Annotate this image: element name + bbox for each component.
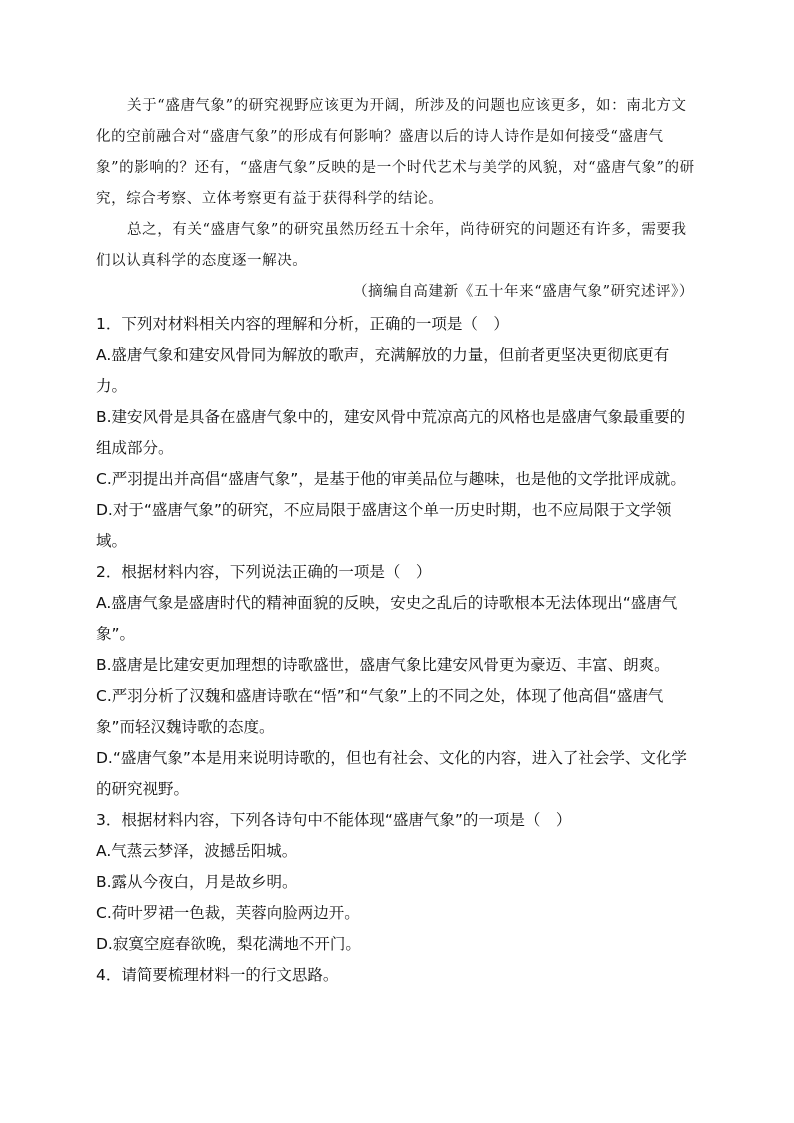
- question-4-stem: 4．请简要梳理材料一的行文思路。: [96, 966, 339, 984]
- question-1-option-a: A.盛唐气象和建安风骨同为解放的歌声，充满解放的力量，但前者更坚决更彻底更有力。: [96, 346, 670, 395]
- passage-source: （摘编自高建新《五十年来“盛唐气象”研究述评》）: [353, 284, 694, 300]
- question-1-stem: 1．下列对材料相关内容的理解和分析，正确的一项是（ ）: [96, 315, 509, 333]
- question-list: [96, 309, 696, 991]
- question-3-option-d: D.寂寞空庭春欲晚，梨花满地不开门。: [96, 935, 361, 953]
- passage-paragraph-1: 关于“盛唐气象”的研究视野应该更为开阔，所涉及的问题也应该更多，如：南北方文化的空前融合对“盛唐气象”的形成有何影响？盛唐以后的诗人诗作是如何接受“盛唐气象”的影响的？还有，“盛唐气象”反映的是一个时代艺术与美学的风貌，对“盛唐气象”的研究，综合考察、立体考察更有益于获得科学的结论。: [96, 98, 695, 207]
- question-3-option-a: A.气蒸云梦泽，波撼岳阳城。: [96, 842, 298, 860]
- question-2-option-b: B.盛唐是比建安更加理想的诗歌盛世，盛唐气象比建安风骨更为豪迈、丰富、朗爽。: [96, 656, 670, 674]
- question-3-stem: 3．根据材料内容，下列各诗句中不能体现“盛唐气象”的一项是（ ）: [96, 811, 572, 829]
- question-3-option-b: B.露从今夜白，月是故乡明。: [96, 873, 298, 891]
- reading-passage: [96, 91, 696, 308]
- question-1-option-d: D.对于“盛唐气象”的研究，不应局限于盛唐这个单一历史时期，也不应局限于文学领域。: [96, 501, 672, 550]
- passage-paragraph-2: 总之，有关“盛唐气象”的研究虽然历经五十余年，尚待研究的问题还有许多，需要我们以认真科学的态度逐一解决。: [96, 222, 687, 269]
- question-1-option-b: B.建安风骨是具备在盛唐气象中的，建安风骨中荒凉高亢的风格也是盛唐气象最重要的组成部分。: [96, 408, 686, 457]
- question-2-stem: 2．根据材料内容，下列说法正确的一项是（ ）: [96, 563, 432, 581]
- question-2-option-a: A.盛唐气象是盛唐时代的精神面貌的反映，安史之乱后的诗歌根本无法体现出“盛唐气象”。: [96, 594, 678, 643]
- question-2-option-d: D.“盛唐气象”本是用来说明诗歌的，但也有社会、文化的内容，进入了社会学、文化学的研究视野。: [96, 749, 687, 798]
- question-1-option-c: C.严羽提出并高倡“盛唐气象”，是基于他的审美品位与趣味，也是他的文学批评成就。: [96, 470, 686, 488]
- question-3-option-c: C.荷叶罗裙一色裁，芙蓉向脸两边开。: [96, 904, 360, 922]
- question-2-option-c: C.严羽分析了汉魏和盛唐诗歌在“悟”和“气象”上的不同之处，体现了他高倡“盛唐气象”而轻汉魏诗歌的态度。: [96, 687, 664, 736]
